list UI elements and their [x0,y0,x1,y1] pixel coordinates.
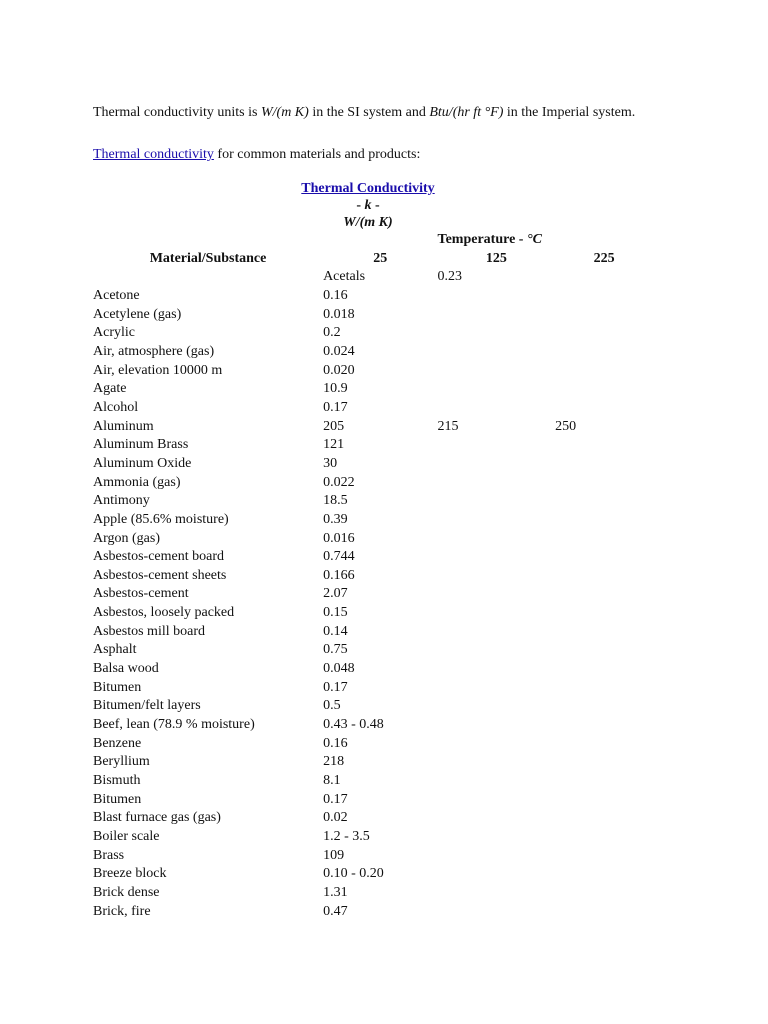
value-125-cell [438,306,556,325]
value-225-cell [555,903,653,922]
value-225-cell [555,268,653,287]
material-cell: Aluminum Oxide [93,455,192,471]
value-125-cell [438,660,556,679]
value-225-cell [555,716,653,735]
value-225-cell [555,865,653,884]
table-row [93,716,653,735]
value-125-cell [438,903,556,922]
temperature-header-row [93,231,653,250]
k-symbol: k [364,198,372,213]
value-25-cell: 2.07 [323,586,348,602]
table-row [93,306,653,325]
table-row [93,530,653,549]
table-row [93,865,653,884]
material-cell: Boiler scale [93,829,160,844]
material-cell: Asbestos-cement sheets [93,567,227,583]
value-25-cell: 0.020 [323,362,355,378]
materials-intro-text: for common materials and products: [213,147,421,162]
value-125-cell [438,697,556,716]
value-225-cell [555,884,653,903]
value-225-cell [555,679,653,698]
material-cell: Acetylene (gas) [93,306,182,322]
value-125-cell [438,828,556,847]
value-125-cell [438,847,556,866]
table-row [93,847,653,866]
column-header-row [93,250,653,269]
material-cell: Breeze block [93,866,167,882]
value-125-cell [438,455,556,474]
value-125-cell [438,362,556,381]
value-125-cell [438,380,556,399]
table-row [93,567,653,586]
value-25-cell: 8.1 [323,773,341,789]
value-225-cell [555,585,653,604]
value-25-cell: 0.016 [323,530,355,546]
table-row [93,828,653,847]
value-25-cell: 0.17 [323,791,348,807]
value-225-cell [555,604,653,623]
value-25-cell: Acetals [323,269,366,285]
table-row [93,604,653,623]
material-header: Material/Substance [149,250,267,266]
table-row [93,287,653,306]
table-row [93,772,653,791]
value-25-cell: 0.02 [323,810,348,826]
value-125-cell [438,343,556,362]
value-125-cell: 215 [437,418,459,434]
value-225-cell [555,436,653,455]
value-25-cell: 1.31 [323,884,348,900]
value-25-cell: 109 [323,847,345,863]
value-125-cell [438,865,556,884]
material-cell: Air, atmosphere (gas) [93,343,215,359]
table-row [93,418,653,437]
value-225-cell [555,623,653,642]
table-row [93,884,653,903]
value-225-cell [555,474,653,493]
value-225-cell [555,828,653,847]
table-row [93,268,653,287]
value-125-cell [438,492,556,511]
material-cell: Brick, fire [93,903,151,919]
value-225-cell [555,362,653,381]
value-25-cell: 0.14 [323,623,348,639]
thermal-conductivity-link[interactable]: Thermal conductivity [93,147,214,162]
conductivity-table [93,231,653,921]
table-row [93,585,653,604]
value-125-cell [438,679,556,698]
value-225-cell [555,753,653,772]
value-25-cell: 10.9 [323,381,348,397]
value-225-cell [555,511,653,530]
material-cell: Air, elevation 10000 m [93,362,223,378]
table-row [93,455,653,474]
value-125-cell [438,641,556,660]
table-row [93,548,653,567]
temperature-unit: °C [526,232,542,247]
si-unit: W/(m K) [260,105,309,120]
value-225-cell [555,809,653,828]
value-225-cell [555,343,653,362]
table-title-link[interactable]: Thermal Conductivity [301,181,435,196]
material-cell: Asbestos, loosely packed [93,605,235,621]
temp-header-125: 125 [485,250,507,266]
material-cell: Asbestos mill board [93,623,205,639]
value-125-cell [438,511,556,530]
value-25-cell: 0.2 [323,325,341,341]
material-cell: Antimony [93,493,150,509]
value-25-cell: 0.15 [323,605,348,621]
material-cell: Aluminum [93,418,154,434]
material-cell: Brick dense [93,884,160,900]
value-225-cell [555,735,653,754]
intro-text: in the SI system and [308,105,430,120]
value-125-cell [438,623,556,642]
material-cell: Blast furnace gas (gas) [93,810,221,826]
table-row [93,324,653,343]
value-25-cell: 0.5 [323,698,341,714]
value-225-cell [555,772,653,791]
value-225-cell [555,492,653,511]
value-125-cell [438,604,556,623]
value-25-cell: 0.75 [323,642,348,658]
table-row [93,343,653,362]
value-225-cell [555,399,653,418]
value-225-cell [555,847,653,866]
material-cell: Beef, lean (78.9 % moisture) [93,717,255,733]
value-25-cell: 0.39 [323,511,348,527]
units-label: W/(m K) [343,215,393,230]
units-line [83,214,653,231]
material-cell: Bismuth [93,773,141,789]
materials-intro [93,146,653,163]
value-125-cell [438,548,556,567]
value-25-cell: 0.16 [323,735,348,751]
imperial-unit: Btu/(hr ft °F) [429,105,504,120]
material-cell: Bitumen [93,679,142,695]
material-cell: Acrylic [93,325,135,341]
k-symbol-line: - k - [356,198,380,213]
material-cell: Bitumen [93,791,142,807]
table-row [93,641,653,660]
value-25-cell: 0.018 [323,306,355,322]
value-125-cell: 0.23 [437,269,463,285]
value-25-cell: 0.024 [323,343,355,359]
value-125-cell [438,324,556,343]
value-225-cell [555,287,653,306]
table-row [93,679,653,698]
intro-paragraph [93,104,653,121]
material-cell: Ammonia (gas) [93,474,181,490]
table-row [93,809,653,828]
table-heading [83,180,653,231]
value-225-cell [555,660,653,679]
value-25-cell: 30 [323,455,338,471]
table-row [93,399,653,418]
value-125-cell [438,772,556,791]
temperature-label: Temperature - °C [437,232,542,247]
table-row [93,362,653,381]
value-125-cell [438,567,556,586]
value-25-cell: 0.048 [323,661,355,677]
value-225-cell: 250 [555,418,577,434]
value-225-cell [555,641,653,660]
value-25-cell: 0.43 - 0.48 [323,717,384,733]
value-225-cell [555,530,653,549]
value-25-cell: 0.47 [323,903,348,919]
material-cell: Acetone [93,287,140,303]
value-25-cell: 0.17 [323,679,348,695]
value-25-cell: 0.744 [323,549,355,565]
value-25-cell: 121 [323,437,345,453]
value-25-cell: 1.2 - 3.5 [323,829,370,844]
material-cell: Bitumen/felt layers [93,698,201,714]
value-225-cell [555,548,653,567]
table-row [93,753,653,772]
material-cell: Benzene [93,735,142,751]
value-25-cell: 0.166 [323,567,355,583]
value-225-cell [555,324,653,343]
temp-header-25: 25 [373,250,388,266]
value-225-cell [555,791,653,810]
table-row [93,380,653,399]
table-row [93,623,653,642]
material-cell: Asphalt [93,642,137,658]
value-125-cell [438,474,556,493]
value-25-cell: 0.17 [323,399,348,415]
value-125-cell [438,436,556,455]
value-125-cell [438,735,556,754]
value-25-cell: 18.5 [323,493,348,509]
value-225-cell [555,455,653,474]
table-row [93,735,653,754]
material-cell: Alcohol [93,399,139,415]
value-125-cell [438,530,556,549]
document-page [93,104,653,921]
value-125-cell [438,585,556,604]
value-225-cell [555,697,653,716]
value-125-cell [438,287,556,306]
value-25-cell: 0.022 [323,474,355,490]
value-225-cell [555,380,653,399]
value-125-cell [438,884,556,903]
table-row [93,660,653,679]
value-25-cell: 205 [323,418,345,434]
table-row [93,791,653,810]
temp-header-225: 225 [593,250,615,266]
table-row [93,474,653,493]
value-125-cell [438,809,556,828]
value-225-cell [555,567,653,586]
value-25-cell: 0.10 - 0.20 [323,866,384,882]
intro-text: in the Imperial system. [503,105,636,120]
material-cell: Apple (85.6% moisture) [93,511,229,527]
table-row [93,697,653,716]
material-cell: Balsa wood [93,661,159,677]
material-cell: Agate [93,381,127,397]
value-125-cell [438,716,556,735]
table-row [93,903,653,922]
material-cell: Beryllium [93,754,150,770]
material-cell: Aluminum Brass [93,437,189,453]
table-row [93,436,653,455]
value-225-cell [555,306,653,325]
material-cell: Argon (gas) [93,530,161,546]
material-cell: Asbestos-cement board [93,549,225,565]
table-row [93,511,653,530]
value-125-cell [438,753,556,772]
intro-text: Thermal conductivity units is [93,105,261,120]
value-125-cell [438,399,556,418]
value-125-cell [438,791,556,810]
material-cell: Asbestos-cement [93,586,189,602]
value-25-cell: 0.16 [323,287,348,303]
table-row [93,492,653,511]
material-cell: Brass [93,847,125,863]
value-25-cell: 218 [323,754,345,770]
material-cell [93,268,323,287]
